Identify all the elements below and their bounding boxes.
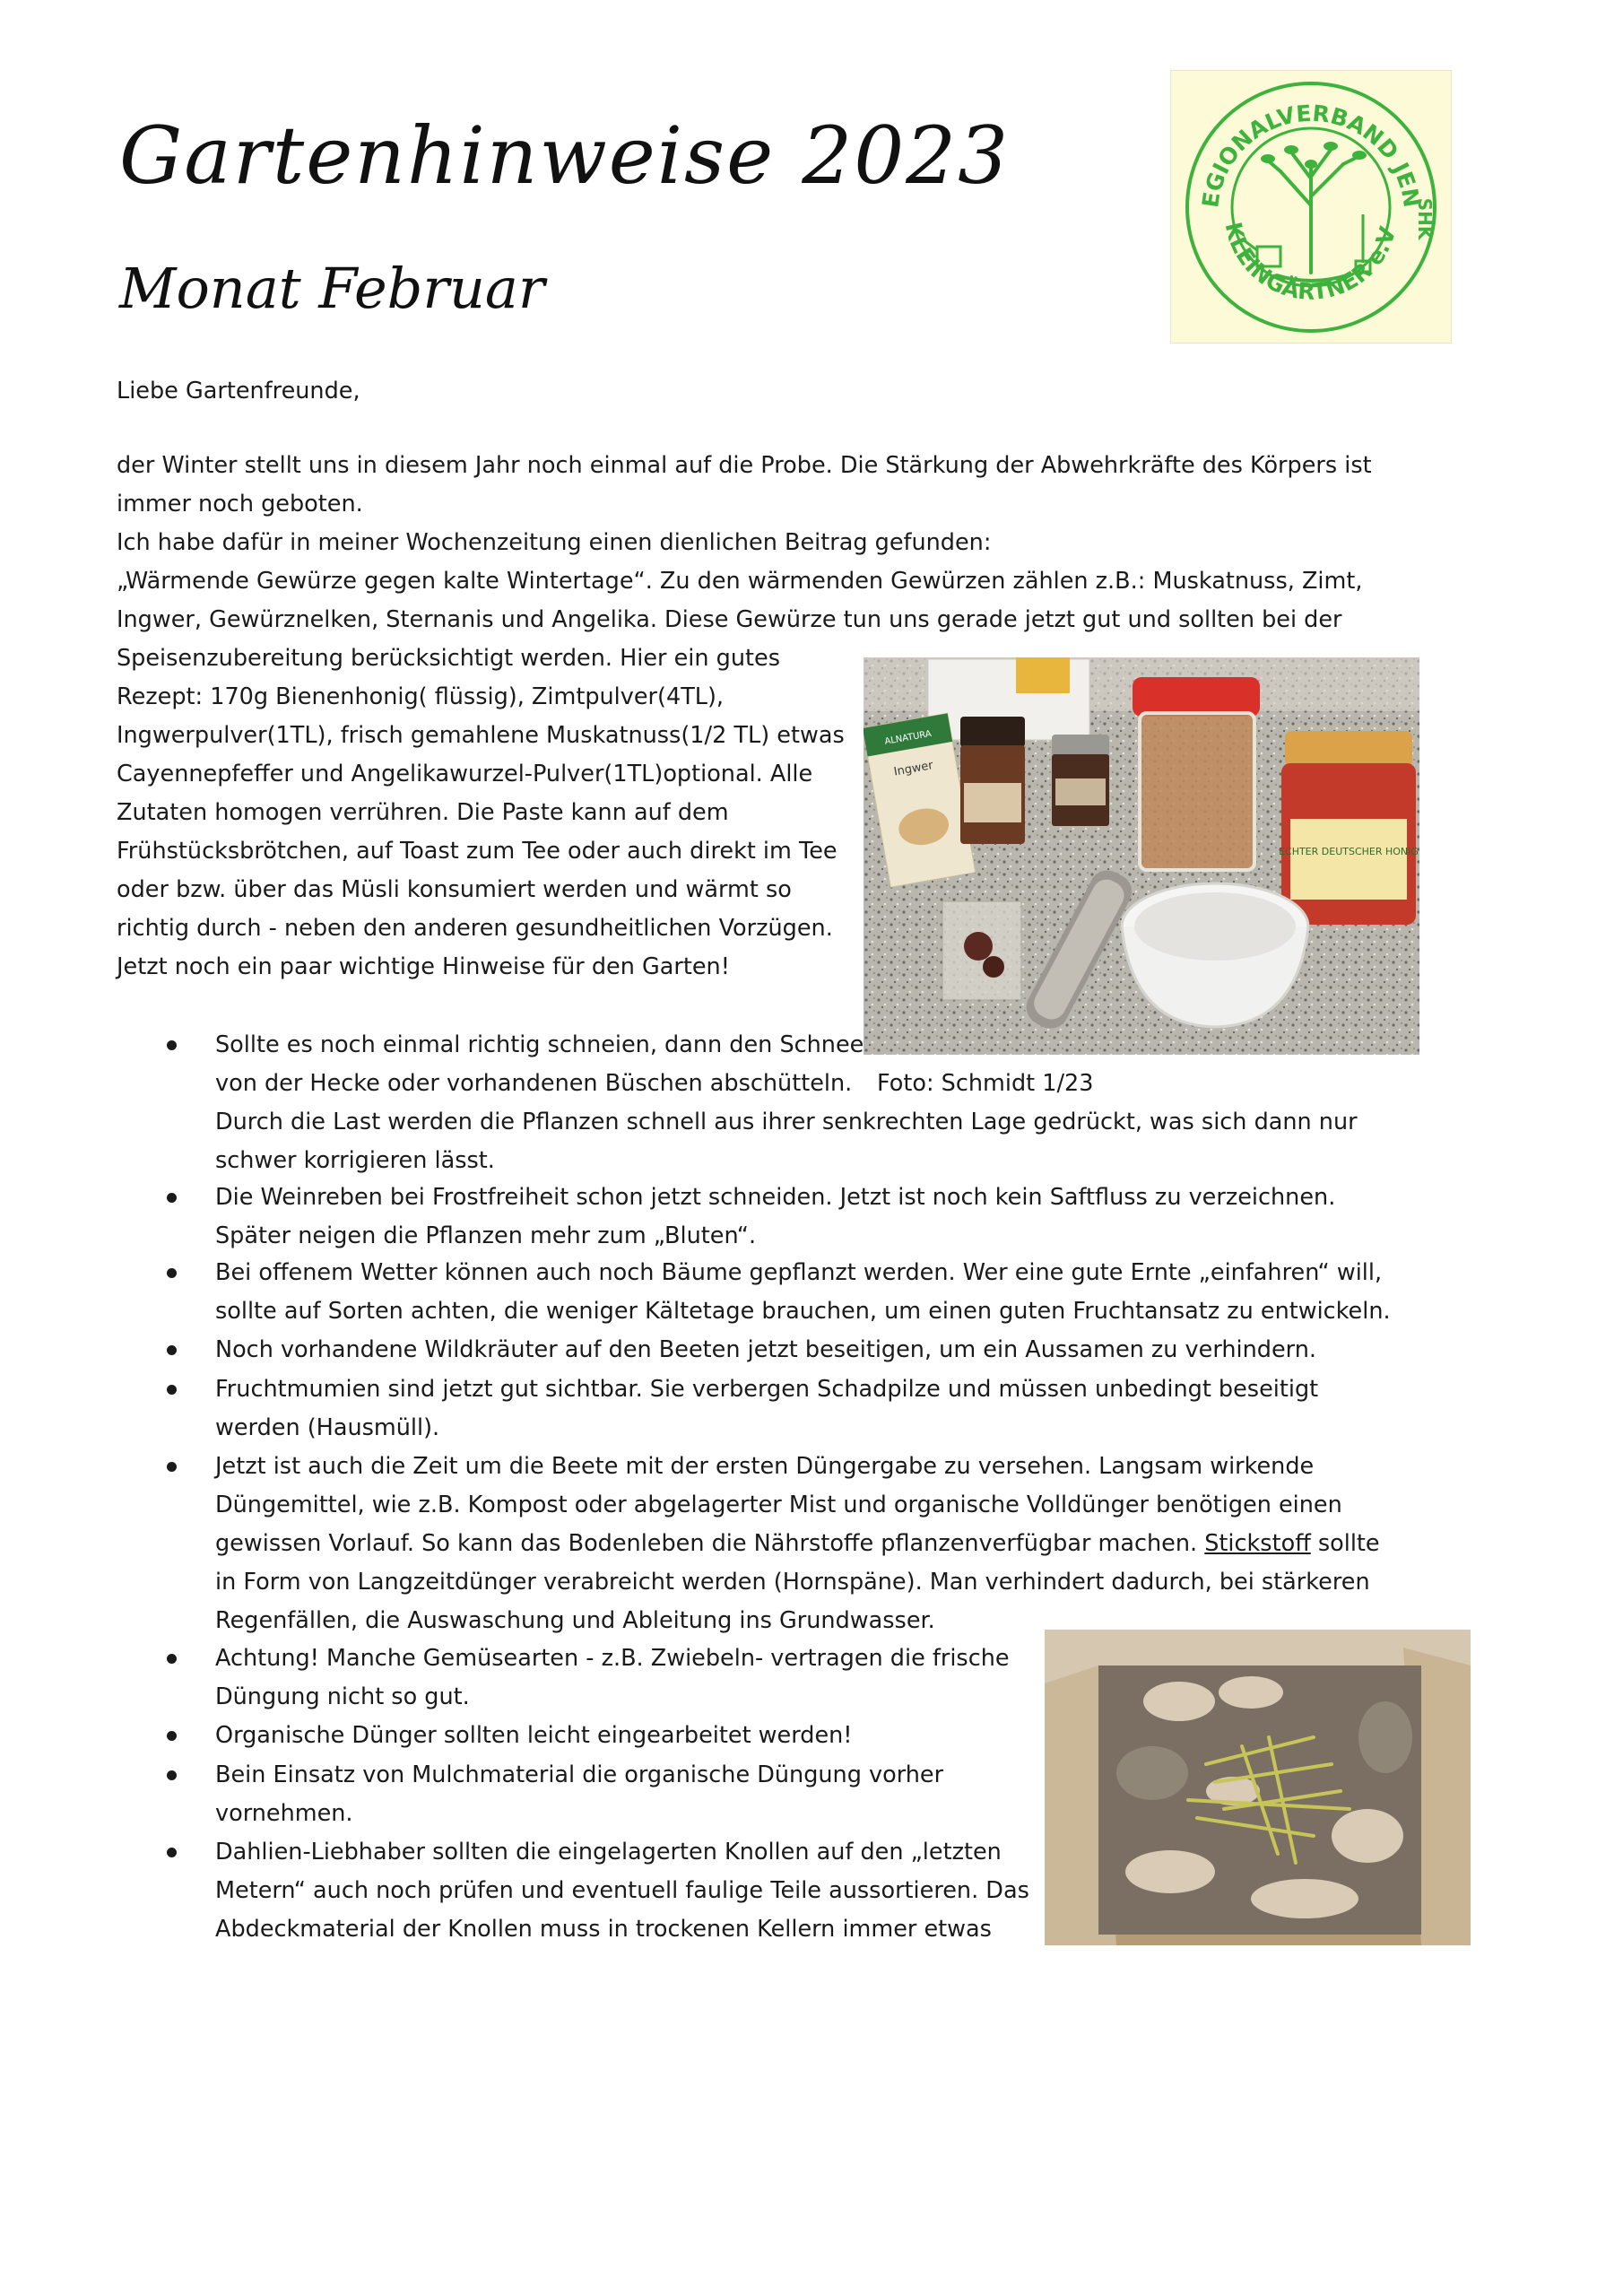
- recipe-line: oder bzw. über das Müsli konsumiert werden und wärmt so: [117, 876, 792, 903]
- list-item: [215, 1448, 1380, 1640]
- list-item-line: Regenfällen, die Auswaschung und Ableitung ins Grundwasser.: [215, 1607, 935, 1634]
- list-item-line: Die Weinreben bei Frostfreiheit schon jetzt schneiden. Jetzt ist noch kein Saftfluss zu verzeichnen.: [215, 1184, 1336, 1211]
- honey-jar-label: ECHTER DEUTSCHER HONIG: [1279, 846, 1419, 857]
- list-item: [215, 1833, 1029, 1949]
- recipe-line: richtig durch - neben den anderen gesundheitlichen Vorzügen.: [117, 915, 833, 942]
- association-logo: [1170, 70, 1452, 344]
- recipe-line: Jetzt noch ein paar wichtige Hinweise für den Garten!: [117, 953, 730, 980]
- page-title: Gartenhinweise 2023: [119, 109, 1011, 202]
- list-item-line: Sollte es noch einmal richtig schneien, dann den Schnee: [215, 1031, 864, 1058]
- bullet-dot: [167, 1193, 177, 1203]
- list-item-line: Organische Dünger sollten leicht eingearbeitet werden!: [215, 1722, 853, 1749]
- dahlia-tubers-photo: [1045, 1630, 1471, 1945]
- intro-line: Ingwer, Gewürznelken, Sternanis und Angelika. Diese Gewürze tun uns gerade jetzt gut und sollten bei der: [117, 606, 1342, 633]
- list-item-line: Durch die Last werden die Pflanzen schnell aus ihrer senkrechten Lage gedrückt, was sich dann nur: [215, 1109, 1358, 1135]
- photo-caption: Foto: Schmidt 1/23: [877, 1070, 1094, 1097]
- list-item: [215, 1178, 1335, 1256]
- list-item-line: in Form von Langzeitdünger verabreicht werden (Hornspäne). Man verhindert dadurch, bei stärkeren: [215, 1569, 1370, 1596]
- seal-emblem-icon: [1171, 71, 1451, 343]
- pack-ginger-label: Ingwer: [892, 759, 934, 779]
- bullet-dot: [167, 1345, 177, 1355]
- bullet-dot: [167, 1654, 177, 1664]
- bullet-dot: [167, 1770, 177, 1780]
- list-item-line: Dahlien-Liebhaber sollten die eingelagerten Knollen auf den „letzten: [215, 1839, 1002, 1866]
- list-item-line: [215, 1525, 1380, 1563]
- seal-text-bottom: KLEINGÄRTNER e.V: [1219, 219, 1401, 305]
- recipe-line: Frühstücksbrötchen, auf Toast zum Tee oder auch direkt im Tee: [117, 838, 838, 865]
- list-item-line: schwer korrigieren lässt.: [215, 1147, 495, 1174]
- intro-line: der Winter stellt uns in diesem Jahr noch einmal auf die Probe. Die Stärkung der Abwehrkräfte des Körpers ist: [117, 452, 1372, 479]
- pack-brand-label: ALNATURA: [883, 728, 933, 747]
- bullet-dot: [167, 1462, 177, 1472]
- bullet-dot: [167, 1731, 177, 1741]
- seal-text-right: SHK: [1414, 197, 1436, 240]
- list-item-line: sollte auf Sorten achten, die weniger Kältetage brauchen, um einen guten Fruchtansatz zu entwickeln.: [215, 1298, 1391, 1325]
- list-item-line: Bein Einsatz von Mulchmaterial die organische Düngung vorher: [215, 1761, 944, 1788]
- list-item: [215, 1370, 1318, 1448]
- recipe-line: Zutaten homogen verrühren. Die Paste kann auf dem: [117, 799, 729, 826]
- text-run: gewissen Vorlauf. So kann das Bodenleben die Nährstoffe pflanzenverfügbar machen.: [215, 1530, 1205, 1557]
- list-item-line: Noch vorhandene Wildkräuter auf den Beeten jetzt beseitigen, um ein Aussamen zu verhindern.: [215, 1336, 1316, 1363]
- list-item-line: Jetzt ist auch die Zeit um die Beete mit der ersten Düngergabe zu versehen. Langsam wirkende: [215, 1453, 1315, 1480]
- intro-line: Ich habe dafür in meiner Wochenzeitung einen dienlichen Beitrag gefunden:: [117, 529, 992, 556]
- list-item-line: Düngemittel, wie z.B. Kompost oder abgelagerter Mist und organische Volldünger benötigen einen: [215, 1492, 1342, 1518]
- recipe-line: Cayennepfeffer und Angelikawurzel-Pulver(1TL)optional. Alle: [117, 761, 813, 787]
- list-item-line: werden (Hausmüll).: [215, 1414, 440, 1441]
- list-item: [215, 1639, 1010, 1717]
- recipe-line: Speisenzubereitung berücksichtigt werden. Hier ein gutes: [117, 645, 780, 672]
- underlined-term: Stickstoff: [1204, 1530, 1311, 1557]
- salutation: Liebe Gartenfreunde,: [117, 378, 360, 404]
- list-item-line: Später neigen die Pflanzen mehr zum „Bluten“.: [215, 1222, 757, 1249]
- spices-photo: [864, 657, 1419, 1055]
- text-run: sollte: [1310, 1530, 1380, 1557]
- list-item-line: Abdeckmaterial der Knollen muss in trockenen Kellern immer etwas: [215, 1916, 992, 1943]
- recipe-line: Rezept: 170g Bienenhonig( flüssig), Zimtpulver(4TL),: [117, 683, 725, 710]
- list-item-line: Achtung! Manche Gemüsearten - z.B. Zwiebeln- vertragen die frische: [215, 1645, 1010, 1672]
- list-item: [215, 1756, 943, 1833]
- bullet-dot: [167, 1385, 177, 1395]
- page-subtitle: Monat Februar: [119, 256, 545, 321]
- recipe-paragraph: [117, 639, 845, 987]
- intro-line: „Wärmende Gewürze gegen kalte Wintertage“. Zu den wärmenden Gewürzen zählen z.B.: Muskatnuss, Zimt,: [117, 568, 1363, 595]
- list-item-line: Düngung nicht so gut.: [215, 1683, 470, 1710]
- intro-paragraph: [117, 447, 1372, 639]
- bullet-dot: [167, 1848, 177, 1857]
- list-item-line: von der Hecke oder vorhandenen Büschen abschütteln.: [215, 1070, 853, 1097]
- list-item: [215, 1254, 1391, 1331]
- list-item-line: Fruchtmumien sind jetzt gut sichtbar. Sie verbergen Schadpilze und müssen unbedingt beseitigt: [215, 1376, 1319, 1403]
- bullet-dot: [167, 1040, 177, 1050]
- list-item: [215, 1026, 1358, 1180]
- intro-line: immer noch geboten.: [117, 491, 363, 517]
- list-item-line: Metern“ auch noch prüfen und eventuell faulige Teile aussortieren. Das: [215, 1877, 1029, 1904]
- list-item-line: vornehmen.: [215, 1800, 353, 1827]
- seal-text-top: EGIONALVERBAND JEN: [1197, 100, 1425, 210]
- list-item-line: Bei offenem Wetter können auch noch Bäume gepflanzt werden. Wer eine gute Ernte „einfahren“ will,: [215, 1259, 1383, 1286]
- recipe-line: Ingwerpulver(1TL), frisch gemahlene Muskatnuss(1/2 TL) etwas: [117, 722, 845, 749]
- bullet-dot: [167, 1268, 177, 1278]
- list-item: [215, 1331, 1316, 1370]
- list-item: [215, 1717, 853, 1755]
